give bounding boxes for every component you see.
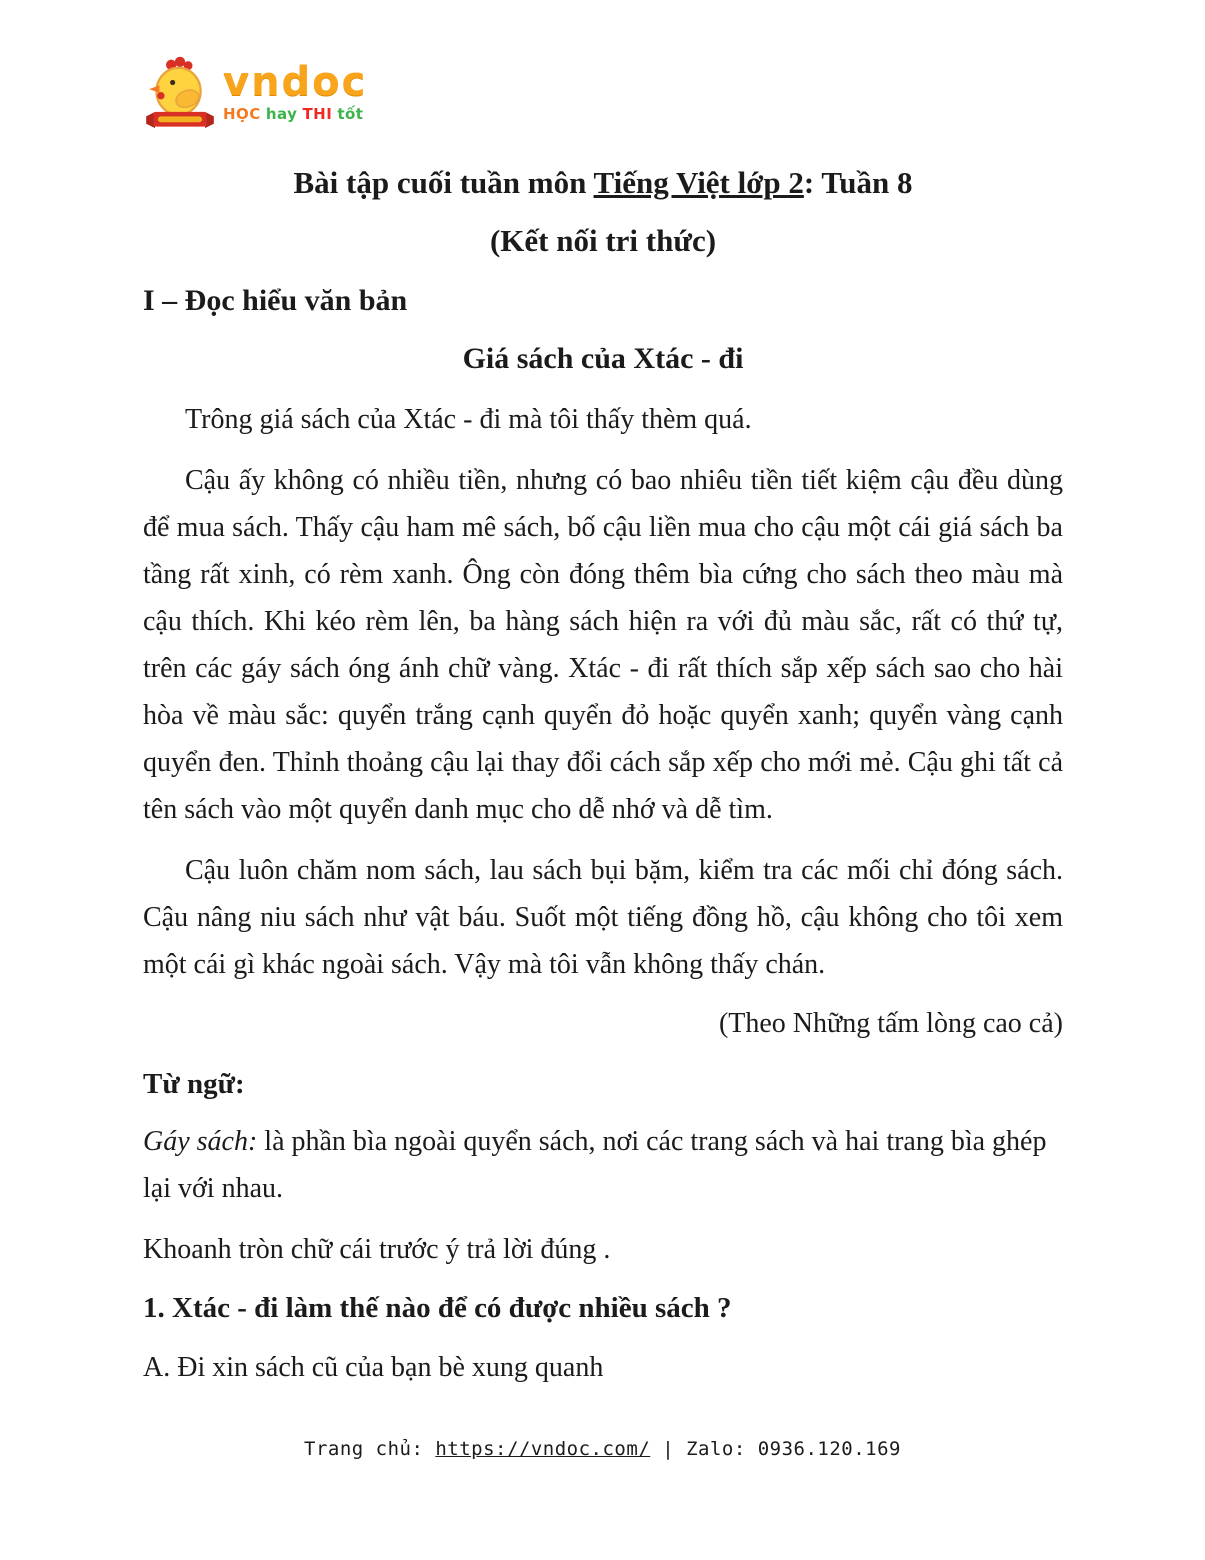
glossary-definition: là phần bìa ngoài quyển sách, nơi các trang sách và hai trang bìa ghép lại với nhau. bbox=[143, 1126, 1047, 1204]
question-instruction: Khoanh tròn chữ cái trước ý trả lời đúng . bbox=[143, 1234, 611, 1265]
document-page bbox=[143, 134, 1063, 1391]
section-1-heading: I – Đọc hiểu văn bản bbox=[143, 284, 408, 317]
passage-paragraph-2: Cậu ấy không có nhiều tiền, nhưng có bao nhiêu tiền tiết kiệm cậu đều dùng để mua sách. Thấy cậu ham mê sách, bố cậu liền mua cho cậu một cái giá sách ba tầng rất xinh, có rèm xanh. Ông còn đóng thêm bìa cứng cho sách theo màu mà cậu thích. Khi kéo rèm lên, ba hàng sách hiện ra với đủ màu sắc, rất có thứ tự, trên các gáy sách óng ánh chữ vàng. Xtác - đi rất thích sắp xếp sách sao cho hài hòa về màu sắc: quyển trắng cạnh quyển đỏ hoặc quyển xanh; quyển vàng cạnh quyển đen. Thỉnh thoảng cậu lại thay đổi cách sắp xếp cho mới mẻ. Cậu ghi tất cả tên sách vào một quyển danh mục cho dễ nhớ và dễ tìm. bbox=[143, 465, 1063, 825]
glossary-entry bbox=[143, 1118, 1063, 1212]
passage-attribution: (Theo Những tấm lòng cao cả) bbox=[718, 1008, 1063, 1039]
worksheet-title bbox=[143, 160, 1063, 206]
passage-title: Giá sách của Xtác - đi bbox=[462, 342, 744, 375]
footer-home-link[interactable]: https://vndoc.com/ bbox=[435, 1438, 651, 1460]
logo-tagline bbox=[223, 104, 367, 124]
passage-paragraph-1: Trông giá sách của Xtác - đi mà tôi thấy thèm quá. bbox=[185, 404, 752, 435]
question-1-prompt: 1. Xtác - đi làm thế nào để có được nhiều sách ? bbox=[143, 1292, 732, 1324]
footer-zalo: Zalo: 0936.120.169 bbox=[686, 1438, 901, 1460]
page-footer bbox=[0, 1438, 1205, 1460]
glossary-heading: Từ ngữ: bbox=[143, 1068, 245, 1100]
vndoc-logo bbox=[143, 56, 367, 134]
footer-home-label: Trang chủ: bbox=[304, 1438, 436, 1460]
chicken-mascot-icon bbox=[143, 56, 217, 134]
worksheet-subtitle: (Kết nối tri thức) bbox=[489, 223, 717, 258]
passage-paragraph-3: Cậu luôn chăm nom sách, lau sách bụi bặm, kiểm tra các mối chỉ đóng sách. Cậu nâng niu sách như vật báu. Suốt một tiếng đồng hồ, cậu không cho tôi xem một cái gì khác ngoài sách. Vậy mà tôi vẫn không thấy chán. bbox=[143, 855, 1063, 980]
logo-text bbox=[223, 59, 368, 124]
title-suffix: : Tuần 8 bbox=[803, 165, 913, 200]
footer-separator: | bbox=[650, 1438, 687, 1460]
title-subject-underlined: Tiếng Việt lớp 2 bbox=[593, 165, 804, 200]
tagline-word-hoc: HỌC bbox=[223, 105, 261, 123]
tagline-word-hay: hay bbox=[265, 105, 298, 123]
logo-brand-text: vndoc bbox=[223, 59, 368, 105]
tagline-word-tot: tốt bbox=[337, 105, 364, 123]
glossary-term: Gáy sách: bbox=[143, 1126, 258, 1157]
tagline-word-thi: THI bbox=[302, 105, 333, 123]
question-1-option-a: A. Đi xin sách cũ của bạn bè xung quanh bbox=[143, 1352, 604, 1383]
title-prefix: Bài tập cuối tuần môn bbox=[293, 165, 594, 200]
